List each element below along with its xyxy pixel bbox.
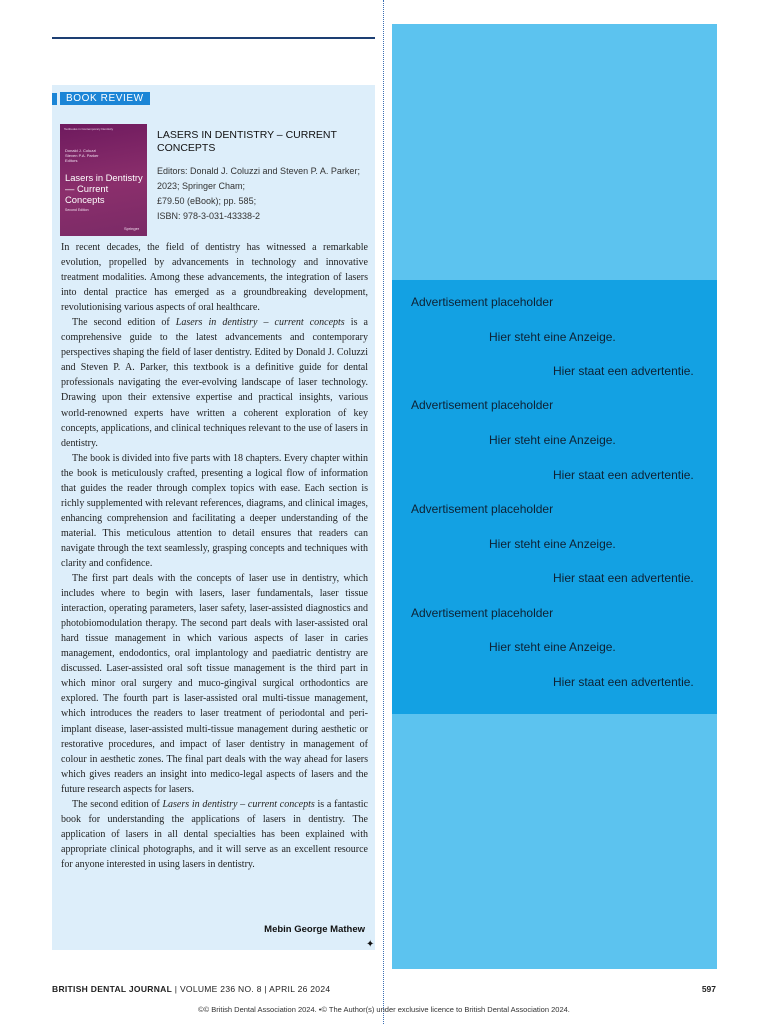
cover-publisher: Springer: [124, 226, 140, 231]
ad-text: Hier staat een advertentie.: [553, 571, 694, 585]
ad-text: Hier staat een advertentie.: [553, 364, 694, 378]
book-cover-image: [60, 124, 147, 236]
cover-editors: Donald J. Coluzzi Steven P.A. Parker Editors: [65, 148, 99, 163]
cover-title: Lasers in Dentistry— Current Concepts: [65, 172, 143, 205]
section-tag: [52, 92, 150, 105]
top-rule: [52, 37, 375, 39]
paragraph: In recent decades, the field of dentistry has witnessed a remarkable evolution, propelled by advancements in technology and innovative treatment modalities. Among these advancements, the integration of lasers into dental practice has emerged as a groundbreaking development, revolutionising various aspects of oral healthcare.: [61, 242, 368, 314]
paragraph: The second edition of Lasers in dentistry – current concepts is a fantastic book for understanding the applications of lasers in dentistry. The application of lasers in all dental specialties has been explained with appropriate clinical photographs, and it will serve as an excellent resource for anyone interested in using lasers in dentistry.: [61, 798, 369, 870]
book-publisher: 2023; Springer Cham;: [157, 181, 246, 191]
ad-text: Hier staat een advertentie.: [553, 675, 694, 689]
ad-text: Advertisement placeholder: [411, 606, 554, 620]
paragraph: The book is divided into five parts with 18 chapters. Every chapter within the book is meticulously crafted, presenting a logical flow of information that guides the reader through complex topics with ease. Each section is richly supplemented with relevant references, diagrams, and clinical images, enhancing comprehension and facilitating a deeper understanding of the material. This meticulous attention to detail ensures that readers can navigate through the text seamlessly, grasping concepts and techniques with clarity and confidence.: [61, 452, 368, 569]
book-editors: Editors: Donald J. Coluzzi and Steven P. A. Parker;: [157, 166, 360, 176]
section-tag-label: BOOK REVIEW: [60, 92, 150, 105]
ad-text: Hier staat een advertentie.: [553, 468, 694, 482]
end-mark-icon: ✦: [366, 939, 375, 950]
column-guide-line: [383, 0, 384, 1024]
ad-text: Advertisement placeholder: [411, 295, 554, 309]
journal-footer: BRITISH DENTAL JOURNAL | VOLUME 236 NO. 8 | APRIL 26 2024: [52, 984, 331, 994]
tag-marker: [52, 93, 57, 105]
ad-text: Advertisement placeholder: [411, 502, 554, 516]
journal-date: APRIL 26 2024: [269, 984, 331, 994]
copyright-notice: ©© British Dental Association 2024. •© The Author(s) under exclusive licence to British Dental Association 2024.: [198, 1005, 570, 1014]
paragraph: The second edition of Lasers in dentistry – current concepts is a comprehensive guide to the latest advancements and contemporary perspectives shaping the field of laser dentistry. Edited by Donald J. Coluzzi and Steven P. A. Parker, this textbook is a definitive guide for dental professionals navigating the ever-evolving landscape of laser technology. Drawing upon their extensive expertise and practical insights, various world-renowned experts have written a coherent exploration of key concepts, applications, and clinical techniques relevant to the use of lasers in dentistry.: [61, 317, 368, 449]
paragraph: The first part deals with the concepts of laser use in dentistry, which includes where to begin with lasers, laser fundamentals, laser tissue interaction, operating parameters, laser safety, laser-assisted diagnostics and photobiomodulation therapy. The second part deals with laser-assisted oral hard tissue management in which various aspects of laser in caries management, endodontics, oral implantology and paediatric dentistry are discussed. Laser-assisted oral soft tissue management is the third part in which minor oral surgery and muco-gingival surgical orthodontics are explored. The fourth part is laser-assisted oral multi-tissue management, which introduces the readers to laser treatment of periodontal and peri-implant disease, laser-assisted multi-tissue management during aesthetic or restorative procedures, and impact of laser dentistry in management of colour in aesthetic zones. The final part deals with the way ahead for lasers which gives readers an insight into medico-legal aspects of lasers and the future research aspects for lasers.: [61, 573, 368, 795]
book-price: £79.50 (eBook); pp. 585;: [157, 196, 257, 206]
book-title: LASERS IN DENTISTRY – CURRENT CONCEPTS: [157, 129, 337, 154]
journal-name: BRITISH DENTAL JOURNAL: [52, 984, 173, 994]
ad-text: Hier steht eine Anzeige.: [489, 433, 616, 447]
cover-series: Textbooks in Contemporary Dentistry: [64, 127, 114, 131]
book-details: [157, 164, 367, 224]
review-body: [61, 240, 368, 872]
ad-text: Hier steht eine Anzeige.: [489, 537, 616, 551]
page-number: 597: [701, 984, 716, 994]
journal-volume: VOLUME 236 NO. 8: [179, 984, 262, 994]
review-author: Mebin George Mathew: [264, 924, 365, 935]
book-isbn: ISBN: 978-3-031-43338-2: [157, 211, 261, 221]
ad-text: Hier steht eine Anzeige.: [489, 330, 616, 344]
cover-edition: Second Edition: [65, 208, 89, 212]
ad-text: Hier steht eine Anzeige.: [489, 640, 616, 654]
ad-text: Advertisement placeholder: [411, 398, 554, 412]
